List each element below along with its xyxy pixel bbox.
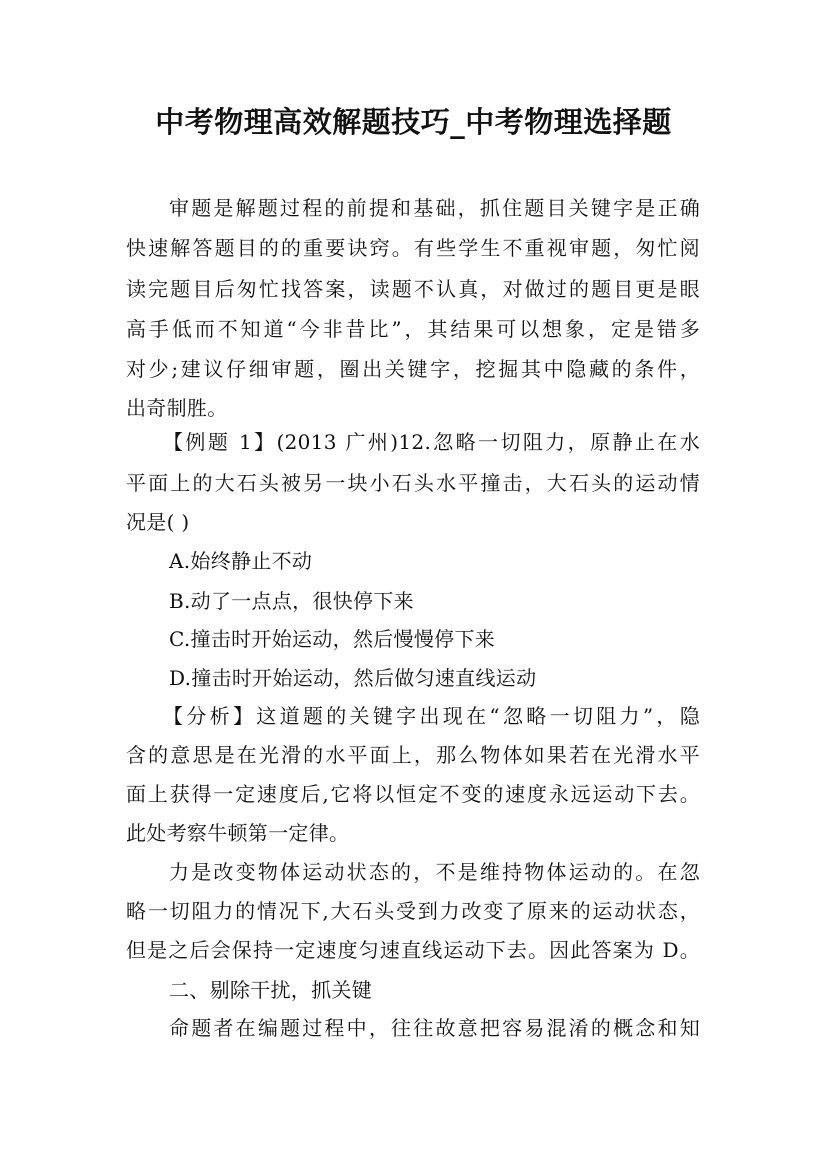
paragraph-line: 略一切阻力的情况下,大石头受到力改变了原来的运动状态， <box>126 899 700 923</box>
example-question-line: 平面上的大石头被另一块小石头水平撞击，大石头的运动情 <box>126 471 700 495</box>
paragraph-line: 快速解答题目的的重要诀窍。有些学生不重视审题，匆忙阅 <box>126 236 700 260</box>
option-b: B.动了一点点，很快停下来 <box>169 589 414 613</box>
option-d: D.撞击时开始运动，然后做匀速直线运动 <box>169 666 537 690</box>
paragraph-line: 高手低而不知道“今非昔比”，其结果可以想象，定是错多 <box>126 317 700 341</box>
option-c: C.撞击时开始运动，然后慢慢停下来 <box>169 627 496 651</box>
example-question-line: 况是( ) <box>126 510 190 534</box>
paragraph-line: 对少;建议仔细审题，圈出关键字，挖掘其中隐藏的条件， <box>126 357 700 381</box>
paragraph-line: 读完题目后匆忙找答案，读题不认真，对做过的题目更是眼 <box>126 277 700 301</box>
document-title: 中考物理高效解题技巧_中考物理选择题 <box>155 105 672 139</box>
paragraph-line: 命题者在编题过程中，往往故意把容易混淆的概念和知 <box>169 1016 700 1040</box>
paragraph-line: 出奇制胜。 <box>126 396 228 420</box>
option-a: A.始终静止不动 <box>169 549 313 573</box>
analysis-line: 此处考察牛顿第一定律。 <box>126 821 350 845</box>
example-question-line: 【例题 1】(2013 广州)12.忽略一切阻力，原静止在水 <box>163 430 700 454</box>
paragraph-line: 但是之后会保持一定速度匀速直线运动下去。因此答案为 D。 <box>126 938 700 962</box>
paragraph-line: 审题是解题过程的前提和基础，抓住题目关键字是正确 <box>169 196 700 220</box>
paragraph-line: 力是改变物体运动状态的，不是维持物体运动的。在忽 <box>169 860 700 884</box>
analysis-line: 面上获得一定速度后,它将以恒定不变的速度永远运动下去。 <box>126 782 700 806</box>
analysis-line: 含的意思是在光滑的水平面上，那么物体如果若在光滑水平 <box>126 743 700 767</box>
analysis-line: 【分析】这道题的关键字出现在“忽略一切阻力”，隐 <box>163 704 700 728</box>
section-heading: 二、剔除干扰，抓关键 <box>169 978 372 1002</box>
